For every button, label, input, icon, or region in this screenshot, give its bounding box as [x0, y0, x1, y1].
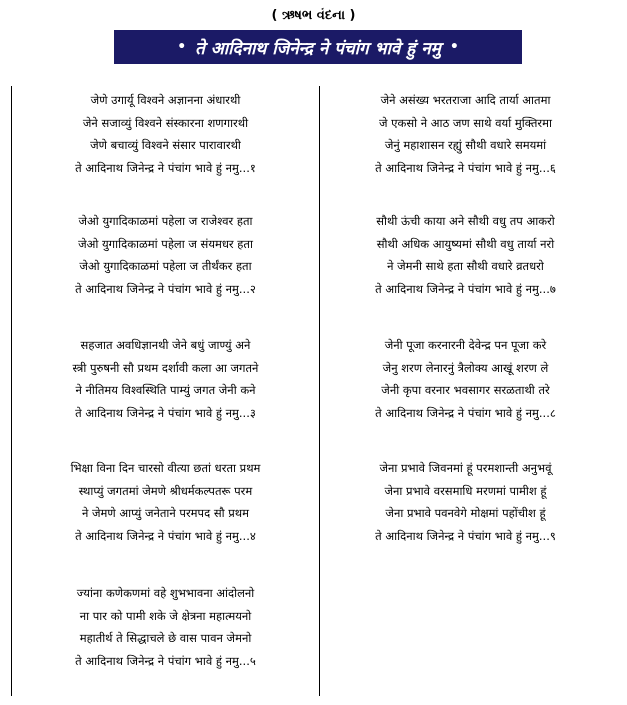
verse-line: ना पार को पामी शके जे क्षेत्रना महात्मयनो	[79, 608, 252, 623]
verse-line: ने जेमनी साथे हता सौथी वधारे व्रतधरो	[387, 259, 544, 273]
verse-line: सहजात अवधिज्ञानथी जेने बधुं जाण्युं अने	[80, 338, 251, 352]
stanza-3	[12, 334, 319, 424]
verse-line: महातीर्थ ते सिद्धाचले छे वास पावन जेमनो	[79, 631, 252, 645]
verse-line: ते आदिनाथ जिनेन्द्र ने पंचांग भावे हुं नमु...७	[375, 281, 556, 296]
verse-line: सौथी अधिक आयुष्यमां सौथी वधु तार्या नरो	[376, 236, 555, 251]
stanza-1	[12, 89, 319, 179]
verse-line: ने जेमणे आप्युं जनेताने परमपद सौ प्रथम	[81, 506, 250, 520]
verse-line: जेने सजाव्युं विश्वने संस्कारना शणगारथी	[82, 115, 249, 130]
hymn-title: ते आदिनाथ जिनेन्द्र ने पंचांग भावे हुं नमु	[195, 38, 441, 59]
title-banner	[114, 30, 522, 64]
left-column	[11, 86, 320, 696]
stanza-grid	[11, 86, 611, 696]
verse-line: ते आदिनाथ जिनेन्द्र ने पंचांग भावे हुं नमु...२	[75, 281, 256, 296]
verse-line: भिक्षा विना दिन चारसो वीत्या छतां धरता प्रथम	[70, 461, 261, 475]
verse-line: जेओ युगादिकाळमां पहेला ज तीर्थंकर हता	[79, 259, 252, 273]
verse-line: ते आदिनाथ जिनेन्द्र ने पंचांग भावे हुं नमु...५	[75, 653, 256, 668]
verse-line: ते आदिनाथ जिनेन्द्र ने पंचांग भावे हुं नमु...१	[75, 160, 256, 175]
verse-line: जेणे उगार्यू विश्वने अज्ञानना अंधारथी	[90, 93, 241, 107]
verse-line: ते आदिनाथ जिनेन्द्र ने पंचांग भावे हुं नमु...४	[75, 528, 256, 543]
verse-line: जे एकसो ने आठ जण साथे वर्या मुक्तिरमा	[378, 115, 552, 130]
bullet-icon: •	[449, 39, 459, 55]
verse-line: जेनी कृपा वरनार भवसागर सरळताथी तरे	[381, 383, 550, 397]
verse-line: स्थाप्युं जगतमां जेमणे श्रीधर्मकल्पतरू परम	[78, 483, 253, 498]
verse-line: जेनु शरण लेनारनुं त्रैलोक्य आखूं शरण ले	[382, 360, 549, 375]
verse-line: ज्यांना कणेकणमां वहे शुभभावना आंदोलनो	[76, 586, 255, 600]
verse-line: ते आदिनाथ जिनेन्द्र ने पंचांग भावे हुं नमु...६	[375, 160, 556, 175]
verse-line: जेना प्रभावे पवनवेगे मोक्षमां पहोंचीश हूं	[385, 506, 546, 520]
verse-line: स्त्री पुरुषनी सौ प्रथम दर्शावी कला आ जगतने	[72, 360, 259, 375]
stanza-4	[12, 457, 319, 547]
verse-line: जेनी पूजा करनारनी देवेन्द्र पन पूजा करे	[384, 338, 547, 352]
stanza-9	[320, 457, 611, 547]
verse-line: जेओ युगादिकाळमां पहेला ज राजेश्वर हता	[78, 214, 253, 228]
stanza-7	[320, 210, 611, 300]
verse-line: सौथी ऊंची काया अने सौथी वधु तप आकरो	[376, 214, 555, 228]
verse-line: जेओ युगादिकाळमां पहेला ज संयमधर हता	[78, 236, 253, 251]
verse-line: जेना प्रभावे वरसमाधि मरणमां पामीश हूं	[384, 483, 547, 498]
stanza-8	[320, 334, 611, 424]
stanza-2	[12, 210, 319, 300]
verse-line: ते आदिनाथ जिनेन्द्र ने पंचांग भावे हुं नमु...३	[75, 405, 256, 420]
stanza-6	[320, 89, 611, 179]
verse-line: जेनुं महाशासन रह्युं सौथी वधारे समयमां	[384, 138, 547, 152]
verse-line: ते आदिनाथ जिनेन्द्र ने पंचांग भावे हुं नमु...९	[375, 528, 556, 543]
right-column	[320, 86, 611, 696]
stanza-5	[12, 582, 319, 672]
hymn-subtitle: ( ઋષભ વંદના )	[271, 8, 356, 23]
verse-line: जेणे बचाव्युं विश्वने संसार पारावारथी	[90, 138, 241, 152]
verse-line: ने नीतिमय विश्वस्थिति पाम्युं जगत जेनी कने	[75, 383, 256, 397]
verse-line: जेने असंख्य भरतराजा आदि तार्या आतमा	[380, 93, 551, 107]
verse-line: ते आदिनाथ जिनेन्द्र ने पंचांग भावे हुं नमु...८	[375, 405, 556, 420]
bullet-icon: •	[177, 39, 187, 55]
verse-line: जेना प्रभावे जिवनमां हूं परमशान्ती अनुभवूं	[379, 461, 552, 475]
